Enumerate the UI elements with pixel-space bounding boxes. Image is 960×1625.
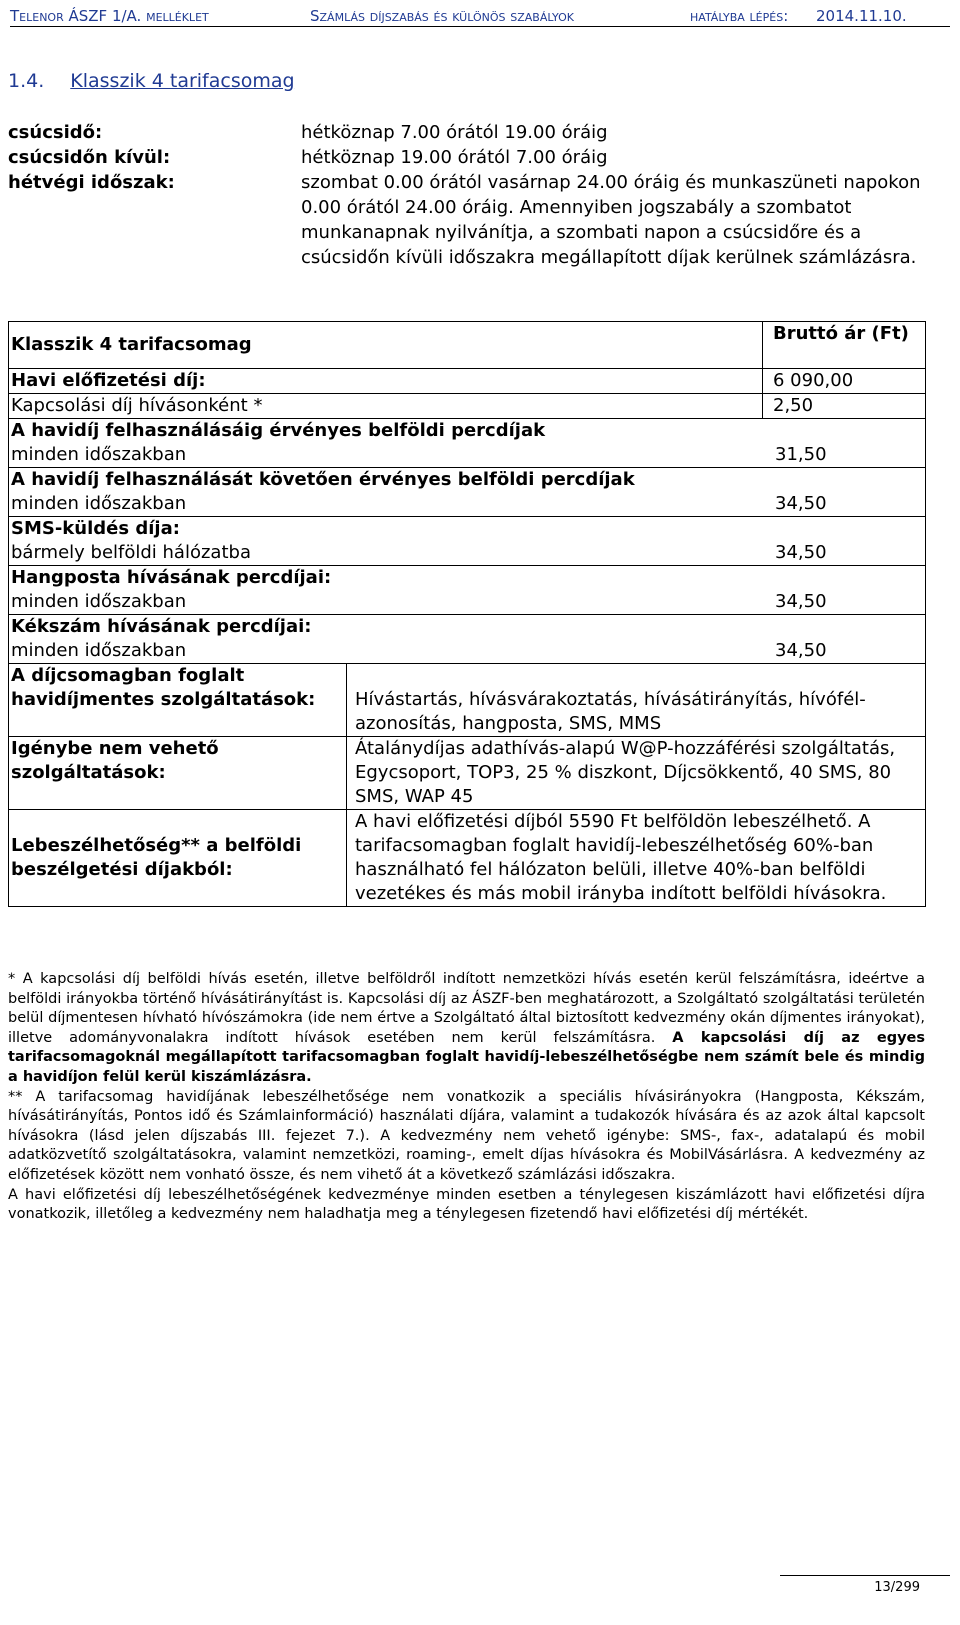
footnote-1 — [8, 970, 925, 1088]
service-label: Lebeszélhetőség** a belföldi beszélgetési díjakból: — [9, 810, 347, 907]
header-right-label: hatályba lépés: — [690, 7, 789, 25]
header-center: Számlás díjszabás és különös szabályok — [310, 7, 575, 25]
service-row — [9, 737, 926, 810]
service-label: Igénybe nem vehető szolgáltatások: — [9, 737, 347, 810]
row-heading: Hangposta hívásának percdíjai: — [11, 567, 332, 588]
page-header — [10, 4, 950, 27]
service-value: A havi előfizetési díjból 5590 Ft belföldön lebeszélhető. A tarifacsomagban foglalt havidíj-lebeszélhetőség 60%-ban használható fel hálózaton belüli, illetve 40%-ban belföldi vezetékes és más mobil irányba indított belföldi hívásokra. — [347, 810, 926, 907]
table-row — [9, 369, 926, 394]
table-row — [9, 394, 926, 419]
section-number: 1.4. — [8, 70, 45, 92]
header-left: Telenor ÁSZF 1/A. melléklet — [10, 7, 209, 25]
footnote-1-text: * A kapcsolási díj belföldi hívás esetén, illetve belföldről indított nemzetközi hívás esetén kerül felszámításra, ideértve a belföldi irányokba történő hívásátirányítást is. Kapcsolási díj az ÁSZF-ben meghatározott, a Szolgáltató szolgáltatási területén belül díjmentesen hívható hívószámokra (ide nem értve a Szolgáltató által biztosított kedvezmény okán díjmentes irányokat), illetve adományvonalakra indított hívások esetében nem kerül felszámításra. — [8, 971, 925, 1046]
service-label: A díjcsomagban foglalt havidíjmentes szolgáltatások: — [9, 664, 347, 737]
section-heading — [8, 70, 295, 92]
table-row — [9, 517, 926, 566]
table-row — [9, 468, 926, 517]
table-row — [9, 615, 926, 664]
period-label: csúcsidőn kívül: — [8, 147, 171, 168]
footnote-1-bold: A kapcsolási díj az egyes tarifacsomagoknál megállapított tarifacsomagban foglalt havidíj-lebeszélhetőségbe nem számít bele és mindig a havidíjon felül kerül kiszámlázásra. — [8, 1029, 925, 1085]
period-label: csúcsidő: — [8, 122, 103, 143]
page-number: 13/299 — [874, 1580, 920, 1595]
row-value: 31,50 — [775, 444, 827, 465]
row-value: 34,50 — [775, 640, 827, 661]
table-row — [9, 566, 926, 615]
row-label: bármely belföldi hálózatba — [11, 542, 251, 563]
tariff-table — [8, 321, 926, 907]
service-value: Hívástartás, hívásvárakoztatás, hívásátirányítás, hívófél-azonosítás, hangposta, SMS, MMS — [347, 664, 926, 737]
row-value: 34,50 — [775, 493, 827, 514]
section-title: Klasszik 4 tarifacsomag — [70, 70, 295, 92]
row-label: minden időszakban — [11, 493, 187, 514]
service-value: Átalánydíjas adathívás-alapú W@P-hozzáférési szolgáltatás, Egycsoport, TOP3, 25 % diszkont, Díjcsökkentő, 40 SMS, 80 SMS, WAP 45 — [347, 737, 926, 810]
period-value: hétköznap 19.00 órától 7.00 óráig — [301, 147, 608, 168]
service-row — [9, 810, 926, 907]
row-heading: SMS-küldés díja: — [11, 518, 180, 539]
row-value: 34,50 — [775, 591, 827, 612]
row-label: Kapcsolási díj hívásonként * — [9, 394, 763, 419]
table-row — [9, 419, 926, 468]
table-header-row — [9, 322, 926, 369]
row-label: minden időszakban — [11, 640, 187, 661]
period-value: hétköznap 7.00 órától 19.00 óráig — [301, 122, 608, 143]
header-right-date: 2014.11.10. — [816, 7, 907, 25]
row-label: minden időszakban — [11, 444, 187, 465]
table-title: Klasszik 4 tarifacsomag — [9, 322, 763, 369]
footer-rule — [780, 1575, 950, 1576]
footnote-2: ** A tarifacsomag havidíjának lebeszélhetősége nem vonatkozik a speciális hívásirányokra (Hangposta, Kékszám, hívásátirányítás, Pontos idő és Számlainformáció) használati díjára, valamint a tudakozók hívására és az azok által kapcsolt hívásokra (lásd jelen díjszabás III. fejezet 7.). A kedvezmény nem vehető igénybe: SMS-, fax-, adatalapú és mobil adatközvetítő szolgáltatásokra, valamint nemzetközi, roaming-, emelt díjas hívásokra és MobilVásárlásra. A kedvezmény az előfizetések között nem vonható össze, és nem vihető át a következő számlázási időszakra. — [8, 1088, 925, 1183]
period-label: hétvégi időszak: — [8, 172, 175, 193]
footnotes — [8, 970, 925, 1225]
footnote-3: A havi előfizetési díj lebeszélhetőségének kedvezménye minden esetben a ténylegesen kiszámlázott havi előfizetési díjra vonatkozik, illetőleg a kedvezmény nem haladhatja meg a ténylegesen fizetendő havi előfizetési díj mértékét. — [8, 1186, 925, 1223]
period-value: szombat 0.00 órától vasárnap 24.00 óráig és munkaszüneti napokon 0.00 órától 24.00 óráig. Amennyiben jogszabály a szombatot munkanapnak nyilvánítja, a szombati napon a csúcsidőre és a csúcsidőn kívüli időszakra megállapított díjak kerülnek számlázásra. — [301, 172, 921, 268]
row-value: 2,50 — [763, 394, 926, 419]
row-heading: A havidíj felhasználását követően érvényes belföldi percdíjak — [11, 469, 635, 490]
row-label: Havi előfizetési díj: — [9, 369, 763, 394]
row-label: minden időszakban — [11, 591, 187, 612]
price-header: Bruttó ár (Ft) — [763, 322, 926, 369]
row-heading: A havidíj felhasználásáig érvényes belföldi percdíjak — [11, 420, 546, 441]
row-heading: Kékszám hívásának percdíjai: — [11, 616, 312, 637]
service-row — [9, 664, 926, 737]
row-value: 6 090,00 — [763, 369, 926, 394]
row-value: 34,50 — [775, 542, 827, 563]
